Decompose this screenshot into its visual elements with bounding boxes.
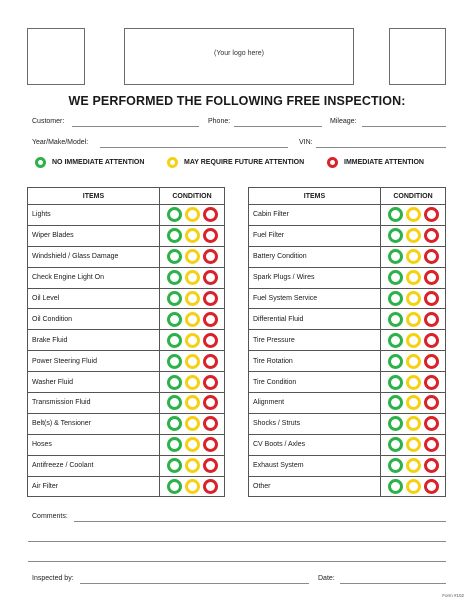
- item-label: Tire Rotation: [249, 351, 381, 372]
- table-row: [249, 393, 446, 414]
- yellow-circle-icon[interactable]: [185, 479, 200, 494]
- red-circle-icon[interactable]: [424, 395, 439, 410]
- green-circle-icon[interactable]: [167, 416, 182, 431]
- year-make-model-label: Year/Make/Model:: [32, 139, 89, 146]
- legend-item-green: [35, 157, 144, 168]
- red-circle-icon[interactable]: [203, 312, 218, 327]
- red-circle-icon[interactable]: [203, 354, 218, 369]
- item-label: Oil Level: [28, 288, 160, 309]
- table-row: [28, 330, 225, 351]
- customer-field[interactable]: [72, 126, 199, 127]
- condition-cell: [381, 330, 446, 351]
- mileage-label: Mileage:: [330, 118, 357, 125]
- yellow-circle-icon[interactable]: [406, 333, 421, 348]
- table-row: [249, 476, 446, 497]
- green-circle-icon[interactable]: [167, 458, 182, 473]
- green-circle-icon[interactable]: [167, 437, 182, 452]
- condition-cell: [160, 434, 225, 455]
- green-circle-icon[interactable]: [167, 375, 182, 390]
- item-label: Antifreeze / Coolant: [28, 455, 160, 476]
- condition-cell: [160, 476, 225, 497]
- table-row: [249, 288, 446, 309]
- condition-cell: [160, 288, 225, 309]
- condition-cell: [381, 434, 446, 455]
- comments-line-1[interactable]: [74, 521, 446, 522]
- table-row: [28, 267, 225, 288]
- right-image-box: [389, 28, 446, 85]
- item-label: Check Engine Light On: [28, 267, 160, 288]
- yellow-circle-icon[interactable]: [185, 333, 200, 348]
- condition-cell: [160, 372, 225, 393]
- left-image-box: [27, 28, 85, 85]
- item-label: CV Boots / Axles: [249, 434, 381, 455]
- table-row: [28, 413, 225, 434]
- condition-cell: [160, 455, 225, 476]
- table-row: [28, 351, 225, 372]
- red-circle-icon[interactable]: [424, 291, 439, 306]
- green-circle-icon[interactable]: [388, 270, 403, 285]
- item-label: Battery Condition: [249, 246, 381, 267]
- table-row: [249, 205, 446, 226]
- green-circle-icon[interactable]: [388, 479, 403, 494]
- yellow-circle-icon[interactable]: [406, 416, 421, 431]
- item-label: Fuel Filter: [249, 225, 381, 246]
- customer-label: Customer:: [32, 118, 65, 125]
- yellow-circle-icon[interactable]: [406, 354, 421, 369]
- mileage-field[interactable]: [362, 126, 446, 127]
- yellow-circle-icon[interactable]: [406, 375, 421, 390]
- yellow-circle-icon[interactable]: [406, 458, 421, 473]
- condition-cell: [381, 205, 446, 226]
- condition-cell: [160, 205, 225, 226]
- logo-box: [124, 28, 354, 85]
- yellow-circle-icon[interactable]: [406, 479, 421, 494]
- table-row: [249, 267, 446, 288]
- green-circle-icon[interactable]: [388, 312, 403, 327]
- items-header: ITEMS: [28, 188, 160, 205]
- item-label: Belt(s) & Tensioner: [28, 413, 160, 434]
- year-make-model-field[interactable]: [100, 147, 288, 148]
- condition-legend: [32, 157, 444, 175]
- condition-cell: [381, 309, 446, 330]
- table-row: [249, 225, 446, 246]
- green-circle-icon[interactable]: [388, 437, 403, 452]
- yellow-circle-icon[interactable]: [185, 228, 200, 243]
- item-label: Power Steering Fluid: [28, 351, 160, 372]
- condition-cell: [381, 225, 446, 246]
- red-circle-icon[interactable]: [424, 437, 439, 452]
- green-circle-icon[interactable]: [167, 207, 182, 222]
- table-row: [28, 246, 225, 267]
- yellow-circle-icon: [167, 157, 178, 168]
- yellow-circle-icon[interactable]: [406, 270, 421, 285]
- condition-cell: [381, 393, 446, 414]
- inspected-by-label: Inspected by:: [32, 575, 74, 582]
- yellow-circle-icon[interactable]: [406, 437, 421, 452]
- red-circle-icon[interactable]: [203, 479, 218, 494]
- red-circle-icon[interactable]: [203, 375, 218, 390]
- table-row: [28, 288, 225, 309]
- table-row: [249, 455, 446, 476]
- form-number: Form #102: [442, 593, 464, 598]
- green-circle-icon[interactable]: [388, 375, 403, 390]
- yellow-circle-icon[interactable]: [185, 354, 200, 369]
- condition-cell: [160, 393, 225, 414]
- item-label: Wiper Blades: [28, 225, 160, 246]
- item-label: Tire Condition: [249, 372, 381, 393]
- date-label: Date:: [318, 575, 335, 582]
- date-field[interactable]: [340, 583, 446, 584]
- condition-cell: [381, 351, 446, 372]
- green-circle-icon[interactable]: [167, 312, 182, 327]
- table-row: [249, 434, 446, 455]
- green-circle-icon[interactable]: [388, 395, 403, 410]
- red-circle-icon[interactable]: [203, 228, 218, 243]
- item-label: Spark Plugs / Wires: [249, 267, 381, 288]
- green-circle-icon[interactable]: [388, 249, 403, 264]
- green-circle-icon[interactable]: [388, 228, 403, 243]
- red-circle-icon[interactable]: [203, 249, 218, 264]
- item-label: Air Filter: [28, 476, 160, 497]
- red-circle-icon[interactable]: [424, 416, 439, 431]
- condition-cell: [381, 288, 446, 309]
- inspected-by-field[interactable]: [80, 583, 309, 584]
- item-label: Brake Fluid: [28, 330, 160, 351]
- yellow-circle-icon[interactable]: [406, 249, 421, 264]
- phone-field[interactable]: [234, 126, 322, 127]
- yellow-circle-icon[interactable]: [185, 291, 200, 306]
- comments-label: Comments:: [32, 513, 68, 520]
- table-row: [28, 455, 225, 476]
- table-row: [249, 413, 446, 434]
- condition-header: CONDITION: [381, 188, 446, 205]
- red-circle-icon[interactable]: [424, 228, 439, 243]
- red-circle-icon[interactable]: [203, 291, 218, 306]
- item-label: Transmission Fluid: [28, 393, 160, 414]
- table-row: [249, 309, 446, 330]
- item-label: Shocks / Struts: [249, 413, 381, 434]
- yellow-circle-icon[interactable]: [185, 207, 200, 222]
- phone-label: Phone:: [208, 118, 231, 125]
- yellow-circle-icon[interactable]: [185, 437, 200, 452]
- item-label: Washer Fluid: [28, 372, 160, 393]
- red-circle-icon: [327, 157, 338, 168]
- red-circle-icon[interactable]: [203, 458, 218, 473]
- red-circle-icon[interactable]: [203, 437, 218, 452]
- condition-cell: [381, 267, 446, 288]
- item-label: Exhaust System: [249, 455, 381, 476]
- yellow-circle-icon[interactable]: [185, 416, 200, 431]
- green-circle-icon[interactable]: [388, 291, 403, 306]
- table-row: [28, 393, 225, 414]
- green-circle-icon[interactable]: [167, 354, 182, 369]
- red-circle-icon[interactable]: [424, 375, 439, 390]
- table-row: [249, 246, 446, 267]
- red-circle-icon[interactable]: [424, 458, 439, 473]
- yellow-circle-icon[interactable]: [185, 375, 200, 390]
- yellow-circle-icon[interactable]: [185, 458, 200, 473]
- red-circle-icon[interactable]: [203, 333, 218, 348]
- vin-field[interactable]: [316, 147, 446, 148]
- condition-cell: [381, 476, 446, 497]
- red-circle-icon[interactable]: [424, 207, 439, 222]
- condition-cell: [381, 372, 446, 393]
- yellow-circle-icon[interactable]: [406, 291, 421, 306]
- green-circle-icon: [35, 157, 46, 168]
- table-row: [249, 372, 446, 393]
- red-circle-icon[interactable]: [203, 207, 218, 222]
- green-circle-icon[interactable]: [167, 479, 182, 494]
- yellow-circle-icon[interactable]: [185, 270, 200, 285]
- comments-line-3[interactable]: [28, 561, 446, 562]
- page-title: WE PERFORMED THE FOLLOWING FREE INSPECTION:: [68, 94, 406, 108]
- logo-placeholder-text: (Your logo here): [214, 50, 264, 57]
- item-label: Lights: [28, 205, 160, 226]
- green-circle-icon[interactable]: [167, 395, 182, 410]
- item-label: Differential Fluid: [249, 309, 381, 330]
- item-label: Hoses: [28, 434, 160, 455]
- green-circle-icon[interactable]: [167, 291, 182, 306]
- comments-line-2[interactable]: [28, 541, 446, 542]
- condition-cell: [381, 246, 446, 267]
- table-row: [28, 225, 225, 246]
- yellow-circle-icon[interactable]: [406, 207, 421, 222]
- red-circle-icon[interactable]: [203, 395, 218, 410]
- item-label: Oil Condition: [28, 309, 160, 330]
- item-label: Alignment: [249, 393, 381, 414]
- yellow-circle-icon[interactable]: [185, 395, 200, 410]
- inspection-table-left: [27, 187, 225, 497]
- inspection-table-right: [248, 187, 446, 497]
- table-row: [249, 330, 446, 351]
- red-circle-icon[interactable]: [424, 270, 439, 285]
- legend-label: MAY REQUIRE FUTURE ATTENTION: [184, 159, 305, 166]
- condition-cell: [160, 267, 225, 288]
- red-circle-icon[interactable]: [203, 270, 218, 285]
- items-header: ITEMS: [249, 188, 381, 205]
- yellow-circle-icon[interactable]: [406, 312, 421, 327]
- green-circle-icon[interactable]: [167, 333, 182, 348]
- condition-cell: [160, 309, 225, 330]
- table-row: [28, 205, 225, 226]
- green-circle-icon[interactable]: [388, 207, 403, 222]
- green-circle-icon[interactable]: [388, 333, 403, 348]
- condition-header: CONDITION: [160, 188, 225, 205]
- condition-cell: [160, 330, 225, 351]
- green-circle-icon[interactable]: [388, 354, 403, 369]
- green-circle-icon[interactable]: [388, 416, 403, 431]
- green-circle-icon[interactable]: [167, 228, 182, 243]
- condition-cell: [160, 225, 225, 246]
- item-label: Other: [249, 476, 381, 497]
- item-label: Windshield / Glass Damage: [28, 246, 160, 267]
- condition-cell: [381, 413, 446, 434]
- green-circle-icon[interactable]: [167, 249, 182, 264]
- condition-cell: [160, 351, 225, 372]
- red-circle-icon[interactable]: [424, 479, 439, 494]
- legend-item-yellow: [167, 157, 304, 168]
- condition-cell: [160, 246, 225, 267]
- legend-item-red: [327, 157, 424, 168]
- yellow-circle-icon[interactable]: [406, 395, 421, 410]
- item-label: Tire Pressure: [249, 330, 381, 351]
- red-circle-icon[interactable]: [424, 354, 439, 369]
- red-circle-icon[interactable]: [424, 333, 439, 348]
- table-row: [28, 372, 225, 393]
- table-row: [28, 309, 225, 330]
- yellow-circle-icon[interactable]: [185, 249, 200, 264]
- table-row: [28, 476, 225, 497]
- legend-label: IMMEDIATE ATTENTION: [344, 159, 424, 166]
- condition-cell: [381, 455, 446, 476]
- table-row: [28, 434, 225, 455]
- red-circle-icon[interactable]: [424, 249, 439, 264]
- condition-cell: [160, 413, 225, 434]
- green-circle-icon[interactable]: [167, 270, 182, 285]
- yellow-circle-icon[interactable]: [185, 312, 200, 327]
- vin-label: VIN:: [299, 139, 313, 146]
- item-label: Cabin Filter: [249, 205, 381, 226]
- green-circle-icon[interactable]: [388, 458, 403, 473]
- red-circle-icon[interactable]: [203, 416, 218, 431]
- legend-label: NO IMMEDIATE ATTENTION: [52, 159, 145, 166]
- item-label: Fuel System Service: [249, 288, 381, 309]
- yellow-circle-icon[interactable]: [406, 228, 421, 243]
- red-circle-icon[interactable]: [424, 312, 439, 327]
- table-row: [249, 351, 446, 372]
